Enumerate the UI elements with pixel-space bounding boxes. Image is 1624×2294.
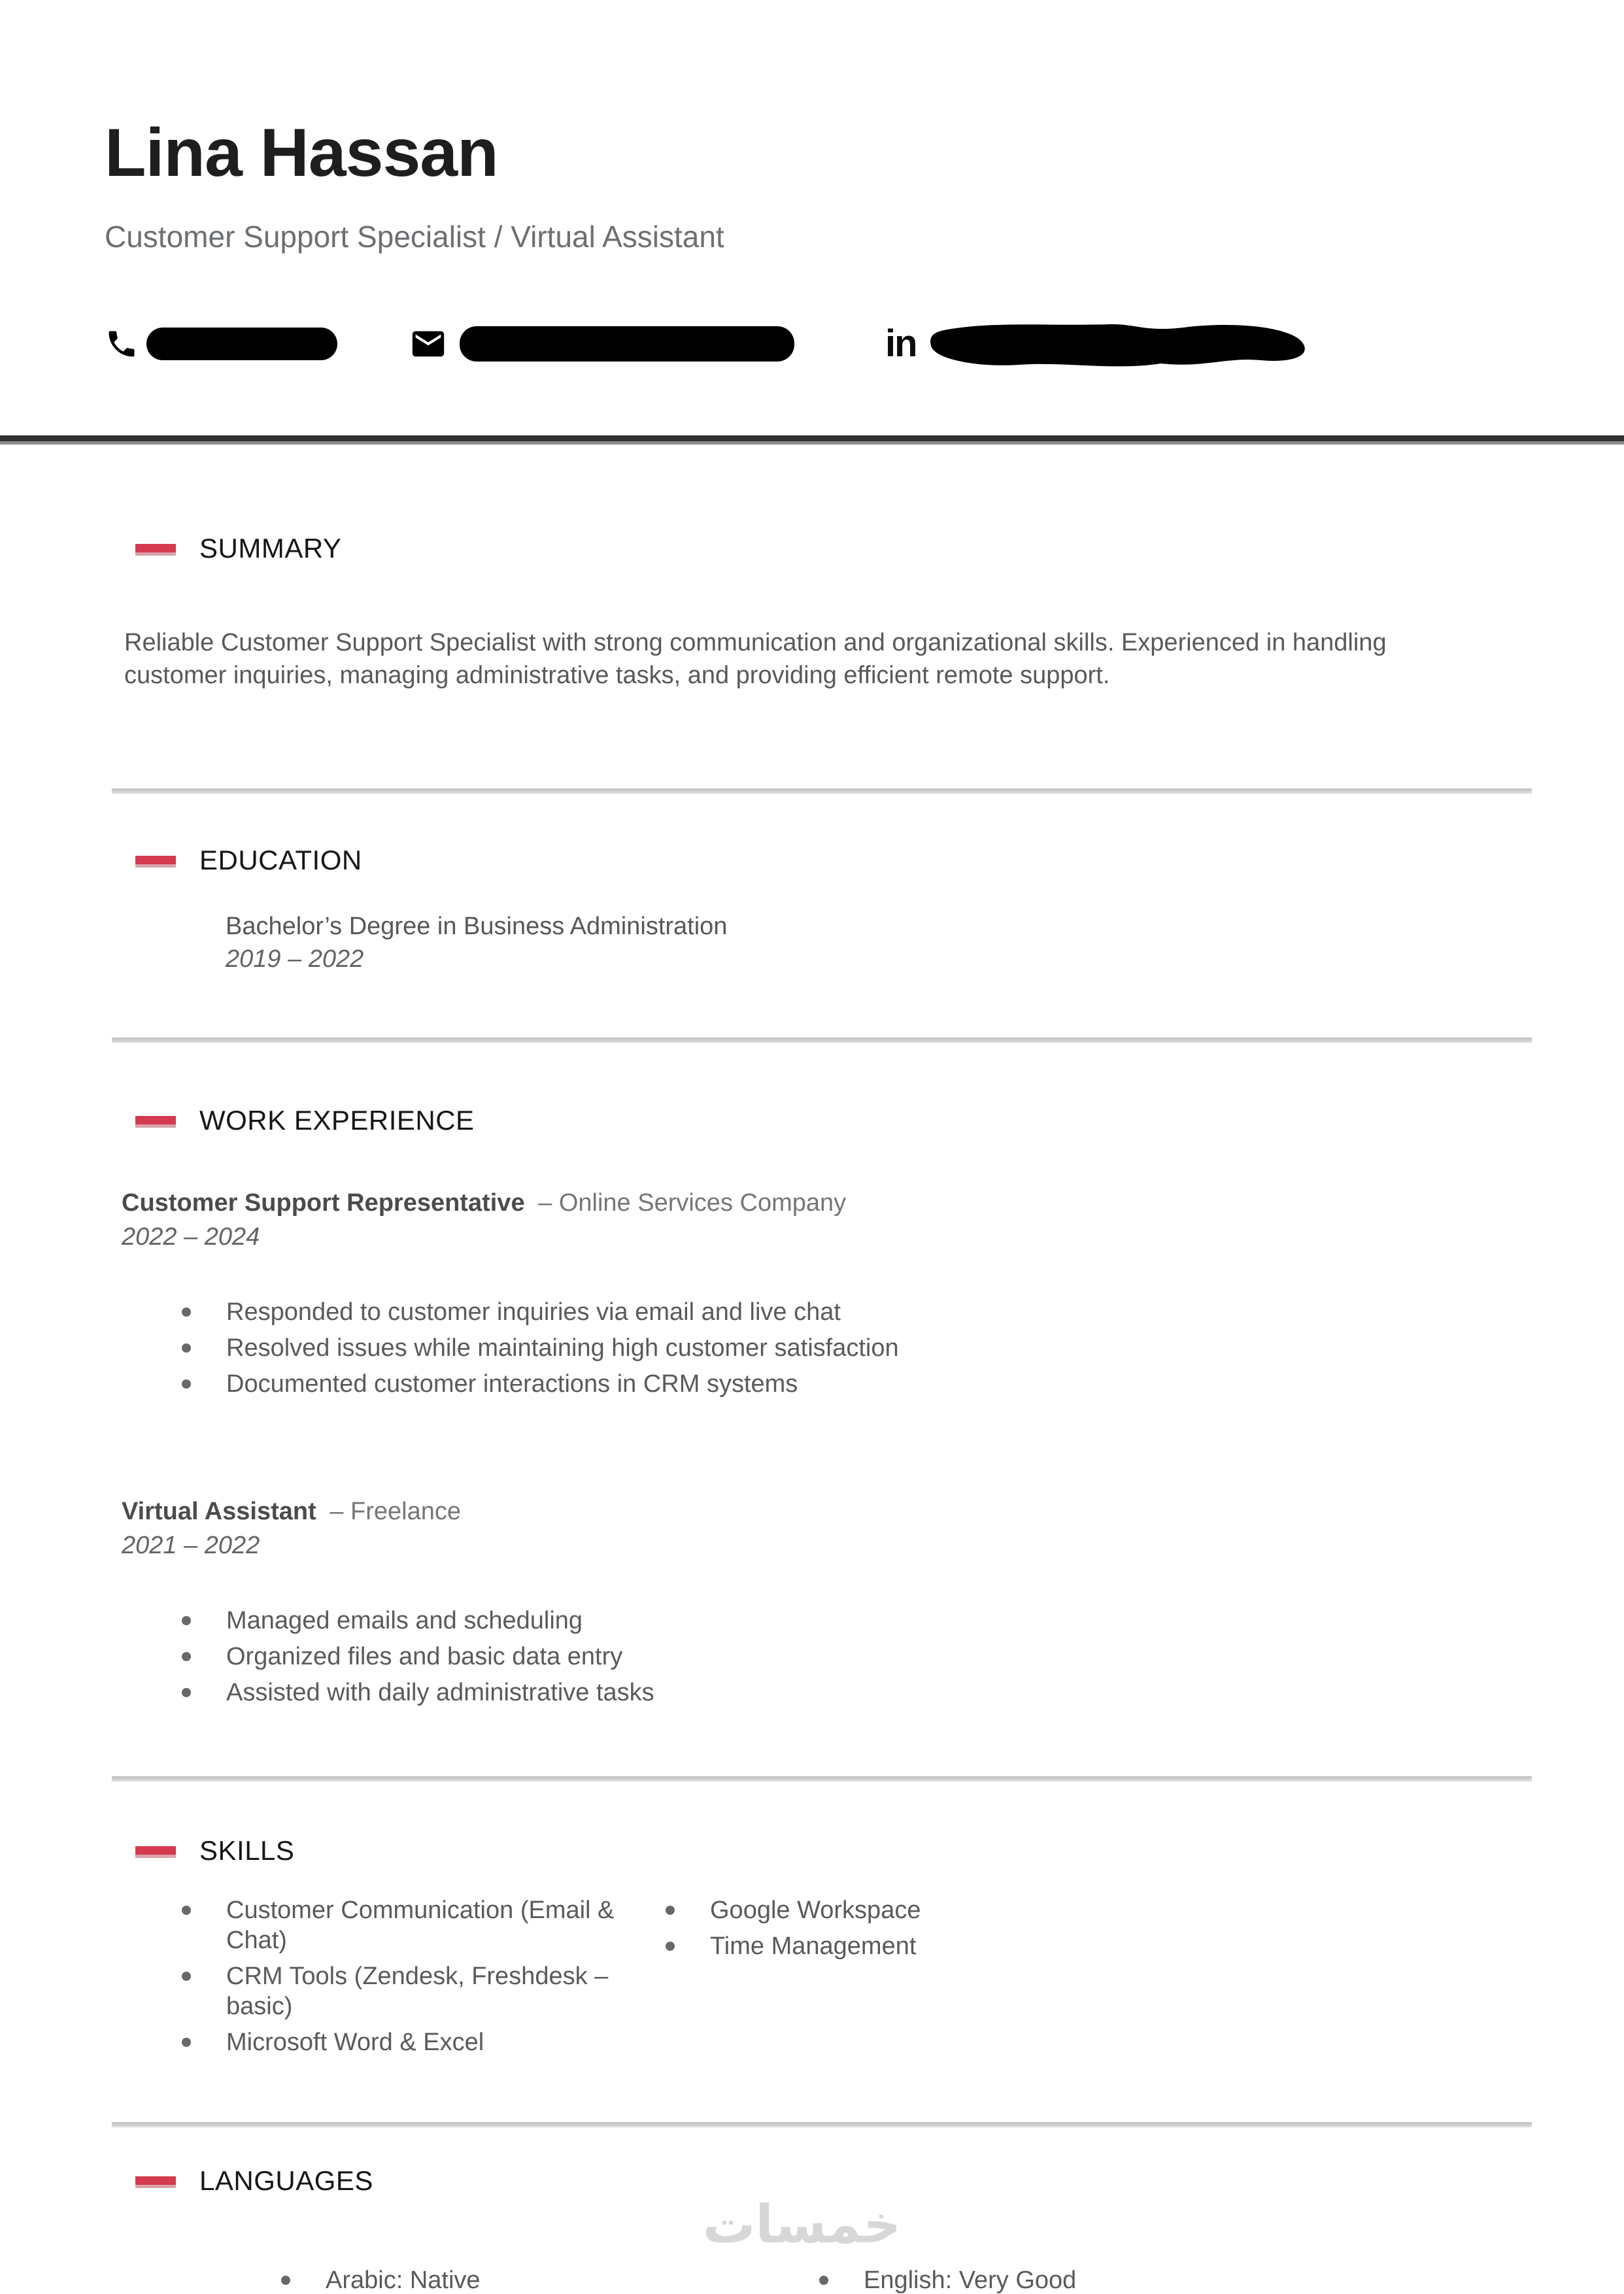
- section-title: SUMMARY: [199, 533, 342, 564]
- red-dash-icon: [135, 1846, 176, 1858]
- section-work-heading: [135, 1105, 1624, 1136]
- section-title: LANGUAGES: [199, 2165, 373, 2196]
- job-bullet-list: [182, 1606, 1624, 1708]
- section-languages-heading: [135, 2165, 1624, 2197]
- red-dash-icon: [135, 1116, 176, 1128]
- job-entry: [122, 1187, 1624, 1253]
- skills-column-right: [666, 1895, 921, 2063]
- section-skills-heading: [135, 1835, 1624, 1866]
- redacted-linkedin-url: [921, 316, 1313, 372]
- job-bullet: Documented customer interactions in CRM systems: [182, 1369, 1624, 1399]
- skill-item: Customer Communication (Email & Chat): [182, 1895, 666, 1955]
- header-divider: [0, 435, 1624, 445]
- section-divider: [112, 1776, 1532, 1781]
- section-title: WORK EXPERIENCE: [199, 1105, 475, 1136]
- education-entry: [226, 910, 1624, 975]
- summary-paragraph: Reliable Customer Support Specialist with strong communication and organizational skills. Experienced in handling customer inquiries, managing administrative tasks, and providing efficient remote support.: [124, 629, 1387, 689]
- red-dash-icon: [135, 544, 176, 556]
- skills-column-left: [0, 1895, 666, 2063]
- section-summary-heading: [135, 533, 1624, 564]
- section-divider: [112, 1037, 1532, 1043]
- red-dash-icon: [135, 856, 176, 868]
- section-title: SKILLS: [199, 1835, 295, 1866]
- job-title: Virtual Assistant: [122, 1498, 316, 1525]
- skill-item: Time Management: [666, 1931, 921, 1961]
- languages-row: [0, 2265, 1624, 2294]
- job-dates: 2021 – 2022: [122, 1532, 260, 1559]
- job-bullet: Responded to customer inquiries via email and live chat: [182, 1297, 1624, 1327]
- skill-item: CRM Tools (Zendesk, Freshdesk – basic): [182, 1961, 666, 2021]
- contact-row: [105, 323, 1519, 365]
- job-headline: Customer Support Specialist / Virtual Assistant: [105, 220, 724, 254]
- language-item: English: Very Good: [819, 2265, 1076, 2294]
- section-divider: [112, 788, 1532, 794]
- job-bullet-list: [182, 1297, 1624, 1399]
- linkedin-contact: [885, 316, 1313, 372]
- job-entry: [122, 1496, 1624, 1561]
- language-item: Arabic: Native: [281, 2265, 819, 2294]
- section-divider: [112, 2122, 1532, 2127]
- job-bullet: Assisted with daily administrative tasks: [182, 1678, 1624, 1708]
- skills-grid: [0, 1895, 1624, 2063]
- job-company: – Online Services Company: [538, 1189, 847, 1217]
- khamsat-watermark: خمسات: [703, 2194, 902, 2255]
- person-name: Lina Hassan: [105, 115, 498, 191]
- section-title: EDUCATION: [199, 845, 362, 875]
- email-icon: [409, 325, 447, 363]
- job-title: Customer Support Representative: [122, 1189, 525, 1217]
- skill-item: Microsoft Word & Excel: [182, 2027, 666, 2057]
- linkedin-icon: in: [885, 322, 917, 365]
- phone-icon: [105, 327, 139, 361]
- job-bullet: Resolved issues while maintaining high customer satisfaction: [182, 1333, 1624, 1363]
- education-dates: 2019 – 2022: [226, 945, 364, 973]
- skill-item: Google Workspace: [666, 1895, 921, 1925]
- red-dash-icon: [135, 2176, 176, 2188]
- job-bullet: Organized files and basic data entry: [182, 1642, 1624, 1672]
- job-bullet: Managed emails and scheduling: [182, 1606, 1624, 1636]
- education-degree: Bachelor’s Degree in Business Administration: [226, 913, 728, 940]
- job-company: – Freelance: [330, 1498, 461, 1525]
- section-education-heading: [135, 845, 1624, 876]
- header: [0, 0, 1624, 365]
- redacted-phone-number: [146, 328, 337, 360]
- redacted-email-address: [460, 326, 794, 362]
- job-dates: 2022 – 2024: [122, 1223, 260, 1251]
